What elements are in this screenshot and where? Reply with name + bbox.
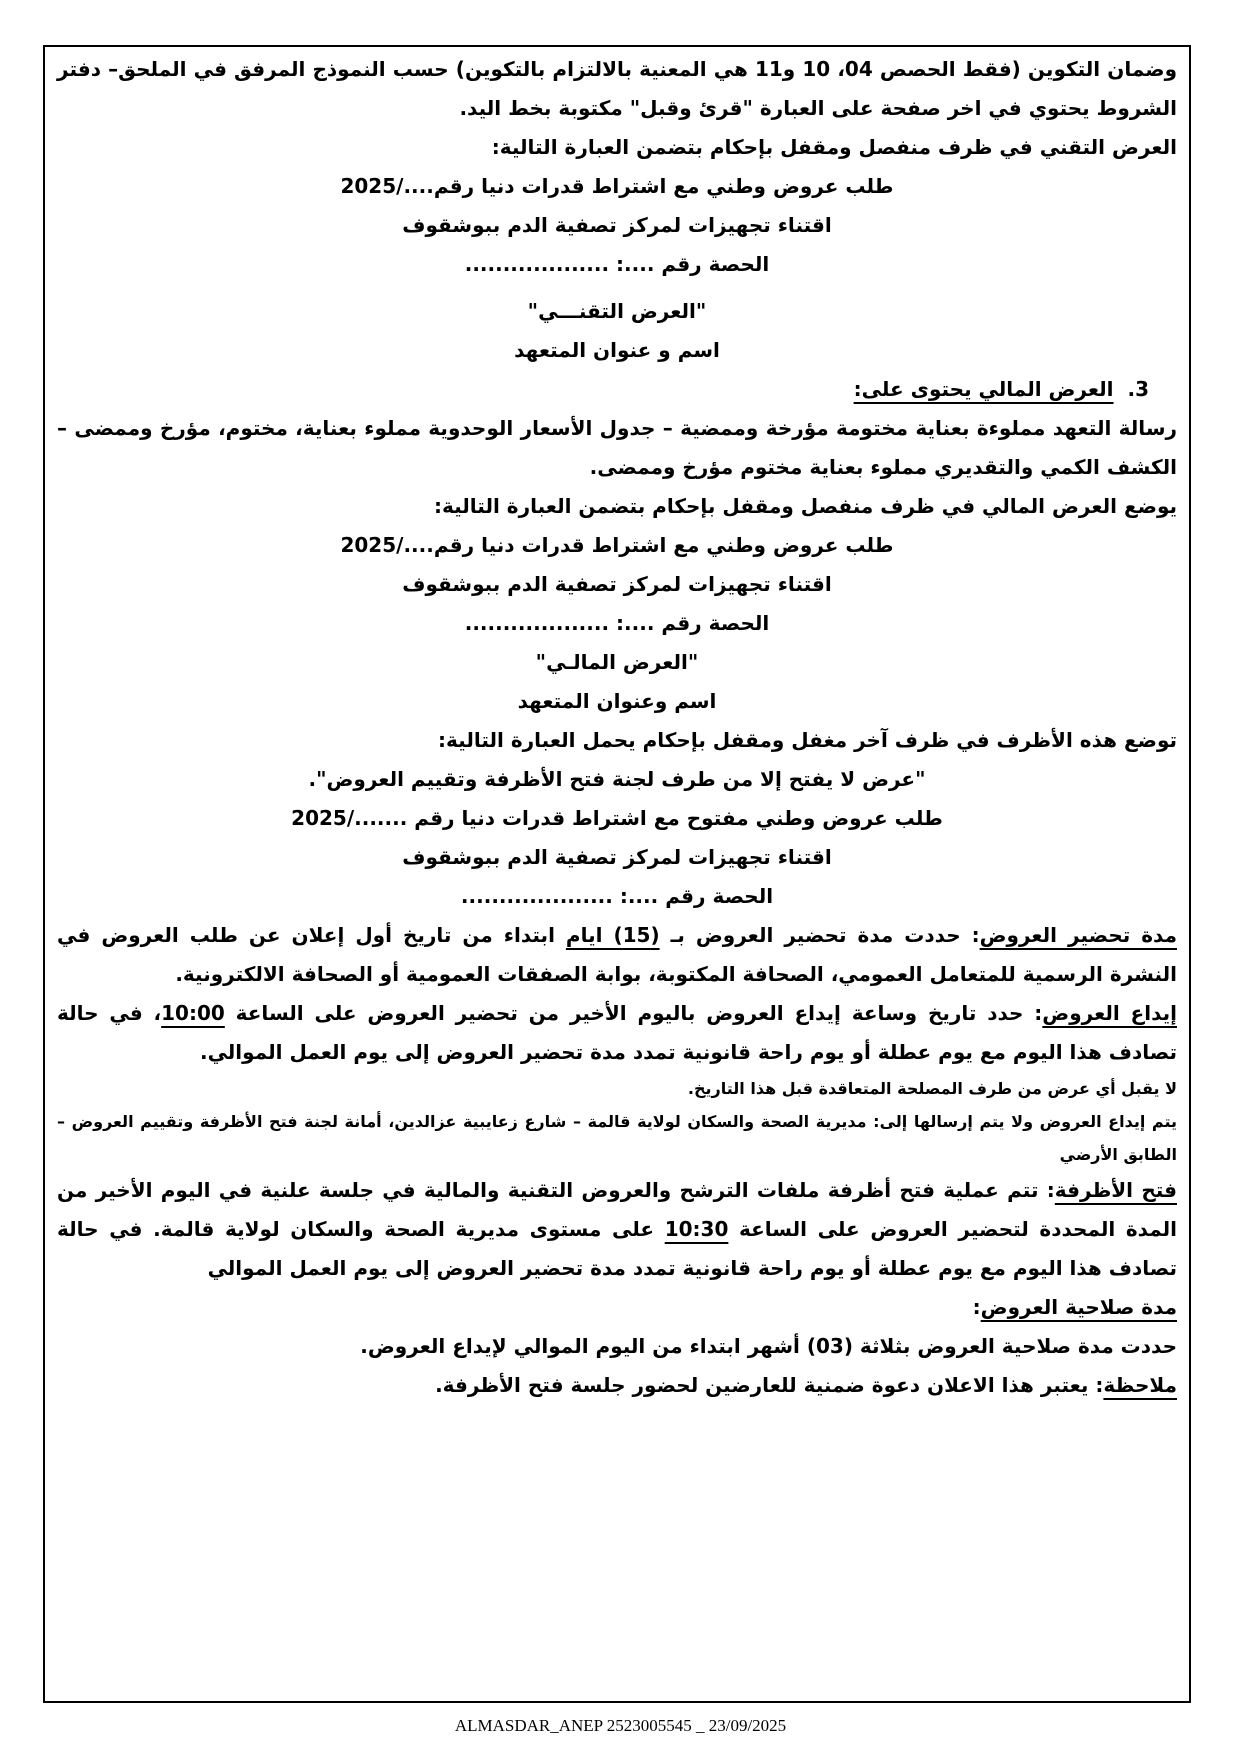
preparation-period-paragraph bbox=[57, 916, 1177, 994]
deposit-paragraph bbox=[57, 994, 1177, 1072]
financial-envelope-block bbox=[57, 526, 1177, 721]
lot-number-line: الحصة رقم ....: ................... bbox=[464, 611, 770, 635]
technical-offer-intro-line: العرض التقني في ظرف منفصل ومقفل بإحكام بتضمن العبارة التالية: bbox=[491, 135, 1177, 159]
preparation-period-label: مدة تحضير العروض bbox=[979, 923, 1177, 947]
project-title-line: اقتناء تجهيزات لمركز تصفية الدم ببوشقوف bbox=[402, 213, 832, 237]
bidder-name-line: اسم و عنوان المتعهد bbox=[514, 338, 720, 362]
page-footer: ALMASDAR_ANEP 2523005545 _ 23/09/2025 bbox=[454, 1716, 787, 1735]
validity-label: مدة صلاحية العروض bbox=[980, 1295, 1177, 1319]
validity-text-line: حددت مدة صلاحية العروض بثلاثة (03) أشهر ابتداء من اليوم الموالي لإيداع العروض. bbox=[360, 1334, 1177, 1358]
do-not-open-line: "عرض لا يفتح إلا من طرف لجنة فتح الأظرفة وتقييم العروض". bbox=[308, 767, 926, 791]
preparation-days-value: (15) ايام bbox=[565, 923, 660, 947]
content-border-box bbox=[43, 45, 1191, 1703]
outer-envelope-block bbox=[57, 760, 1177, 916]
label-colon: : bbox=[972, 1295, 981, 1319]
lot-number-line: الحصة رقم ....: .................... bbox=[460, 884, 774, 908]
technical-envelope-block bbox=[57, 167, 1177, 370]
project-title-line: اقتناء تجهيزات لمركز تصفية الدم ببوشقوف bbox=[402, 572, 832, 596]
outer-envelope-intro-line: توضع هذه الأظرف في ظرف آخر مغفل ومقفل بإحكام يحمل العبارة التالية: bbox=[438, 728, 1177, 752]
opening-text-before: تتم عملية فتح أظرفة ملفات الترشح والعروض التقنية والمالية في جلسة علنية في اليوم الأخير من المدة المحددة لتحضير العروض على الساعة bbox=[57, 1178, 1177, 1241]
preparation-text-after: ابتداء من تاريخ أول إعلان عن طلب العروض في النشرة الرسمية للمتعامل العمومي، الصحافة المكتوبة، بوابة الصفقات العمومية أو الصحافة الالكترونية. bbox=[57, 923, 1177, 986]
project-title-line: اقتناء تجهيزات لمركز تصفية الدم ببوشقوف bbox=[402, 845, 832, 869]
heading-number: 3. bbox=[1127, 377, 1149, 401]
preparation-text-before: حددت مدة تحضير العروض بـ bbox=[659, 923, 961, 947]
opening-paragraph bbox=[57, 1171, 1177, 1288]
bidder-name-line: اسم وعنوان المتعهد bbox=[517, 689, 717, 713]
note-line bbox=[57, 1366, 1177, 1405]
lot-number-line: الحصة رقم ....: ................... bbox=[464, 252, 770, 276]
deposit-text-after: ، في حالة تصادف هذا اليوم مع يوم عطلة أو يوم راحة قانونية تمدد مدة تحضير العروض إلى يوم العمل الموالي. bbox=[57, 1001, 1177, 1064]
technical-offer-label: "العرض التقنـــي" bbox=[527, 299, 707, 323]
financial-offer-contents: رسالة التعهد مملوءة بعناية مختومة مؤرخة وممضية – جدول الأسعار الوحدوية مملوء بعناية، مختوم، مؤرخ وممضى – الكشف الكمي والتقديري مملوء بعناية مختوم مؤرخ وممضى. bbox=[57, 416, 1177, 479]
deposit-address-line: يتم إيداع العروض ولا يتم إرسالها إلى: مديرية الصحة والسكان لولاية قالمة – شارع زعايبية عزالدين، أمانة لجنة فتح الأظرفة وتقييم العروض – الطابق الأرضي bbox=[57, 1112, 1177, 1164]
open-tender-title-line: طلب عروض وطني مفتوح مع اشتراط قدرات دنيا رقم ......./2025 bbox=[291, 806, 943, 830]
tender-title-line: طلب عروض وطني مع اشتراط قدرات دنيا رقم..../2025 bbox=[340, 533, 894, 557]
note-text: : يعتبر هذا الاعلان دعوة ضمنية للعارضين لحضور جلسة فتح الأظرفة. bbox=[435, 1373, 1104, 1397]
validity-heading-line bbox=[57, 1288, 1177, 1327]
deposit-text-before: حدد تاريخ وساعة إيداع العروض باليوم الأخير من تحضير العروض على الساعة bbox=[224, 1001, 1024, 1025]
financial-offer-label: "العرض المالـي" bbox=[535, 650, 699, 674]
label-colon: : bbox=[960, 923, 980, 947]
opening-label: فتح الأظرفة bbox=[1054, 1178, 1177, 1202]
label-colon: : bbox=[1038, 1178, 1055, 1202]
heading-title: العرض المالي يحتوى على: bbox=[853, 377, 1114, 401]
intro-paragraph: وضمان التكوين (فقط الحصص 04، 10 و11 هي المعنية بالالتزام بالتكوين) حسب النموذج المرفق في الملحق– دفتر الشروط يحتوي في اخر صفحة على العبارة "قرئ وقبل" مكتوبة بخط اليد. bbox=[57, 57, 1178, 120]
financial-offer-intro-line: يوضع العرض المالي في ظرف منفصل ومقفل بإحكام بتضمن العبارة التالية: bbox=[434, 494, 1177, 518]
opening-time-value: 10:30 bbox=[664, 1217, 729, 1241]
label-colon: : bbox=[1023, 1001, 1043, 1025]
note-label: ملاحظة bbox=[1103, 1373, 1177, 1397]
financial-offer-heading bbox=[57, 370, 1177, 409]
tender-title-line: طلب عروض وطني مع اشتراط قدرات دنيا رقم..../2025 bbox=[340, 174, 894, 198]
opening-text-after: على مستوى مديرية الصحة والسكان لولاية قالمة. في حالة تصادف هذا اليوم مع يوم عطلة أو يوم راحة قانونية تمدد مدة تحضير العروض إلى يوم العمل الموالي bbox=[57, 1217, 1177, 1280]
deposit-label: إيداع العروض bbox=[1042, 1001, 1177, 1025]
no-offer-accepted-line: لا يقبل أي عرض من طرف المصلحة المتعاقدة قبل هذا التاريخ. bbox=[687, 1079, 1177, 1098]
deposit-time-value: 10:00 bbox=[161, 1001, 225, 1025]
